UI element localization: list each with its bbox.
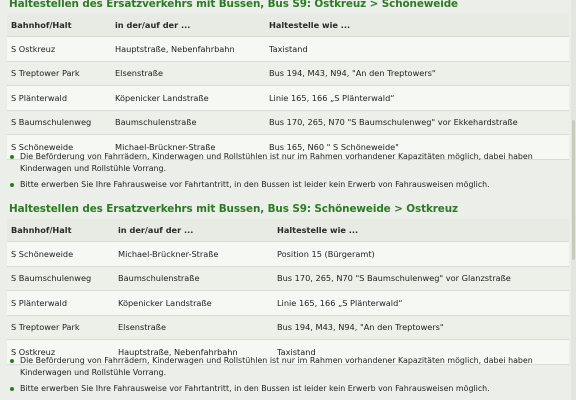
street-cell: Michael-Brückner-Straße	[115, 141, 216, 152]
notes-list	[8, 151, 568, 196]
column-header-stop: Haltestelle wie ...	[277, 225, 359, 235]
list-item	[8, 179, 568, 191]
bullet-icon	[10, 387, 14, 391]
street-cell: Elsenstraße	[118, 322, 166, 333]
station-cell: S Ostkreuz	[11, 346, 56, 357]
street-cell: Hauptstraße, Nebenfahrbahn	[118, 346, 238, 357]
bullet-icon	[10, 183, 14, 187]
station-cell: S Baumschulenweg	[11, 273, 92, 284]
street-cell: Hauptstraße, Nebenfahrbahn	[115, 43, 235, 54]
stop-cell: Bus 170, 265, N70 "S Baumschulenweg" vor Glanzstraße	[277, 273, 511, 284]
station-cell: S Ostkreuz	[11, 43, 56, 54]
stop-cell: Bus 194, M43, N94, "An den Treptowers"	[269, 68, 436, 79]
note-text: Bitte erwerben Sie Ihre Fahrausweise vor Fahrtantritt, in den Bussen ist leider kein Erwerb von Fahrausweisen möglich.	[20, 384, 490, 394]
list-item	[8, 355, 568, 379]
list-item	[8, 383, 568, 395]
column-header-street: in der/auf der ...	[118, 225, 194, 235]
street-cell: Elsenstraße	[115, 68, 163, 79]
street-cell: Michael-Brückner-Straße	[118, 248, 219, 259]
table-row	[7, 242, 569, 267]
table-row	[7, 62, 569, 87]
column-header-street: in der/auf der ...	[115, 20, 191, 30]
stop-cell: Linie 165, 166 „S Plänterwald“	[277, 297, 403, 308]
section-title-ostkreuz-schoeneweide: Haltestellen des Ersatzverkehrs mit Bussen, Bus S9: Ostkreuz > Schöneweide	[9, 0, 458, 10]
street-cell: Baumschulenstraße	[118, 273, 200, 284]
stop-cell: Taxistand	[277, 346, 316, 357]
stop-cell: Bus 170, 265, N70 "S Baumschulenweg" vor Ekkehardstraße	[269, 117, 518, 128]
vertical-scrollbar[interactable]	[571, 0, 576, 400]
list-item	[8, 151, 568, 175]
table-row	[7, 291, 569, 316]
note-text: Bitte erwerben Sie Ihre Fahrausweise vor Fahrtantritt, in den Bussen ist leider kein Erwerb von Fahrausweisen möglich.	[20, 180, 490, 190]
station-cell: S Baumschulenweg	[11, 117, 92, 128]
note-text: Die Beförderung von Fahrrädern, Kinderwagen und Rollstühlen ist nur im Rahmen vorhandener Kapazitäten möglich, dabei haben Kinderwagen und Rollstühle Vorrang.	[20, 356, 533, 378]
column-header-station: Bahnhof/Halt	[11, 20, 72, 30]
bullet-icon	[10, 359, 14, 363]
stop-cell: Linie 165, 166 „S Plänterwald“	[269, 92, 395, 103]
stops-table-ostkreuz-schoeneweide	[7, 14, 569, 160]
stop-cell: Bus 165, N60 " S Schöneweide"	[269, 141, 399, 152]
table-header	[7, 14, 569, 37]
column-header-station: Bahnhof/Halt	[11, 225, 72, 235]
table-header	[7, 219, 569, 242]
station-cell: S Treptower Park	[11, 322, 80, 333]
stop-cell: Position 15 (Bürgeramt)	[277, 248, 375, 259]
station-cell: S Plänterwald	[11, 297, 68, 308]
table-row	[7, 37, 569, 62]
table-row	[7, 316, 569, 341]
stop-cell: Bus 194, M43, N94, "An den Treptowers"	[277, 322, 444, 333]
street-cell: Baumschulenstraße	[115, 117, 197, 128]
notes-list	[8, 355, 568, 400]
table-row	[7, 267, 569, 292]
scrollbar-thumb[interactable]	[572, 120, 575, 260]
station-cell: S Schöneweide	[11, 141, 74, 152]
note-text: Die Beförderung von Fahrrädern, Kinderwagen und Rollstühlen ist nur im Rahmen vorhandener Kapazitäten möglich, dabei haben Kinderwagen und Rollstühle Vorrang.	[20, 152, 533, 174]
street-cell: Köpenicker Landstraße	[118, 297, 212, 308]
stop-cell: Taxistand	[269, 43, 308, 54]
station-cell: S Plänterwald	[11, 92, 68, 103]
stops-table-schoeneweide-ostkreuz	[7, 219, 569, 365]
street-cell: Köpenicker Landstraße	[115, 92, 209, 103]
station-cell: S Treptower Park	[11, 68, 80, 79]
table-row	[7, 111, 569, 136]
table-row	[7, 86, 569, 111]
station-cell: S Schöneweide	[11, 248, 74, 259]
column-header-stop: Haltestelle wie ...	[269, 20, 351, 30]
section-title-schoeneweide-ostkreuz: Haltestellen des Ersatzverkehrs mit Bussen, Bus S9: Schöneweide > Ostkreuz	[9, 203, 458, 215]
bullet-icon	[10, 155, 14, 159]
